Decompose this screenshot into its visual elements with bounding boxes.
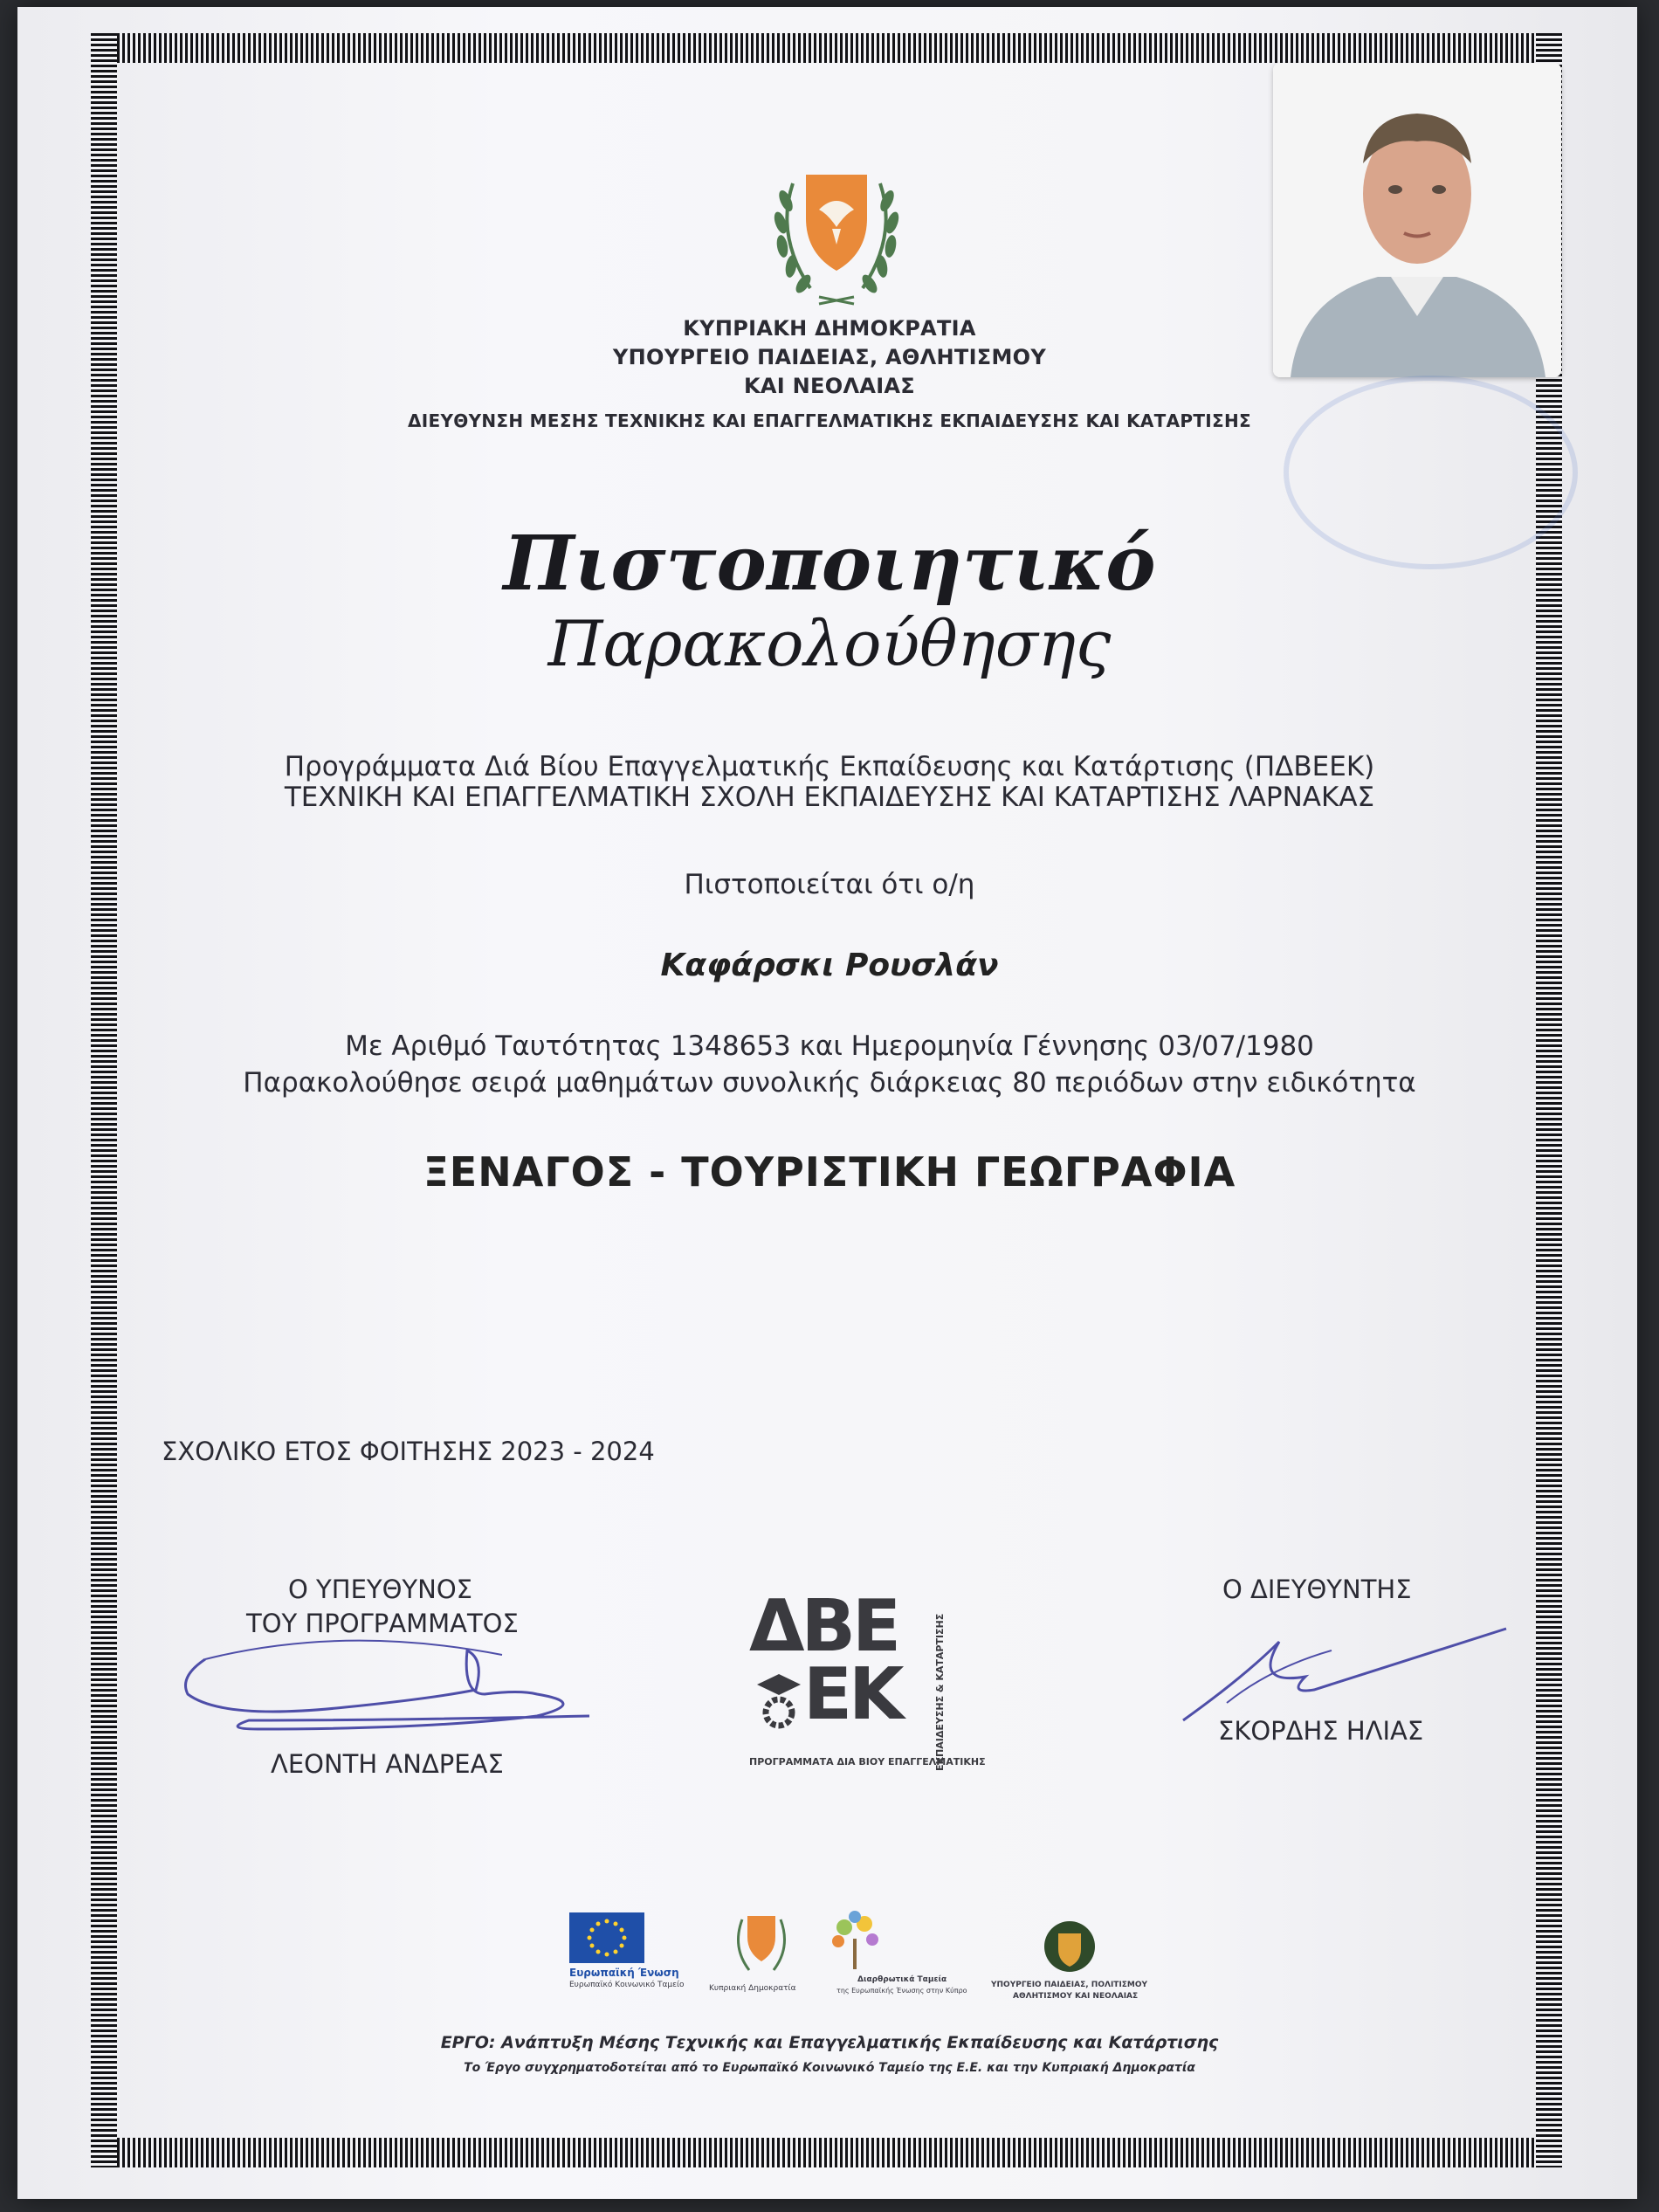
dbeek-logo-bottom: ΕΚ [803, 1653, 901, 1736]
eu-stars-icon [569, 1912, 644, 1963]
cyprus-small-crest-icon [726, 1912, 796, 1975]
ministry-logo-line1: ΥΠΟΥΡΓΕΙΟ ΠΑΙΔΕΙΑΣ, ΠΟΛΙΤΙΣΜΟΥ [991, 1981, 1148, 1989]
cyprus-crest-icon [758, 166, 915, 310]
ministry-emblem-icon [1039, 1918, 1100, 1975]
details-line2: Παρακολούθησε σειρά μαθημάτων συνολικής διάρκειας 80 περιόδων στην ειδικότητα [243, 1067, 1416, 1099]
recipient-name: Καφάρσκι Ρουσλάν [660, 948, 999, 983]
border-top [91, 33, 1562, 63]
footer-funding: Το Έργο συγχρηματοδοτείται από το Ευρωπαϊκό Κοινωνικό Ταμείο της Ε.Ε. και την Κυπριακή Δημοκρατία [464, 2061, 1195, 2075]
right-signatory-title: Ο ΔΙΕΥΘΥΝΤΗΣ [1222, 1575, 1412, 1604]
left-signatory-title-line1: Ο ΥΠΕΥΘΥΝΟΣ [288, 1575, 472, 1604]
footer-project: ΕΡΓΟ: Ανάπτυξη Μέσης Τεχνικής και Επαγγελματικής Εκπαίδευσης και Κατάρτισης [440, 2033, 1219, 2052]
portrait-icon [1273, 63, 1561, 377]
specialty: ΞΕΝΑΓΟΣ - ΤΟΥΡΙΣΤΙΚΗ ΓΕΩΓΡΑΦΙΑ [423, 1148, 1236, 1196]
cyprus-sub: Κυπριακή Δημοκρατία [709, 1984, 796, 1993]
school-year: ΣΧΟΛΙΚΟ ΕΤΟΣ ΦΟΙΤΗΣΗΣ 2023 - 2024 [162, 1437, 655, 1466]
border-bottom [91, 2138, 1562, 2167]
dbeek-vertical-text: ΕΚΠΑΙΔΕΥΣΗΣ & ΚΑΤΑΡΤΙΣΗΣ [934, 1613, 946, 1771]
dbeek-bottom-text: ΠΡΟΓΡΑΜΜΑΤΑ ΔΙΑ ΒΙΟΥ ΕΠΑΓΓΕΛΜΑΤΙΚΗΣ [749, 1756, 986, 1768]
eu-sub: Ευρωπαϊκό Κοινωνικό Ταμείο [569, 1981, 685, 1989]
dbeek-logo [749, 1585, 986, 1775]
title-line1: Πιστοποιητικό [503, 520, 1156, 608]
structural-funds-icon [823, 1908, 888, 1974]
right-signatory-name: ΣΚΟΡΔΗΣ ΗΛΙΑΣ [1218, 1716, 1424, 1746]
program-line1: Προγράμματα Διά Βίου Επαγγελματικής Εκπαίδευσης και Κατάρτισης (ΠΔΒΕΕΚ) [284, 751, 1375, 782]
ministry-logo-line2: ΑΘΛΗΤΙΣΜΟΥ ΚΑΙ ΝΕΟΛΑΙΑΣ [1013, 1992, 1139, 2001]
header-ministry-line2: ΚΑΙ ΝΕΟΛΑΙΑΣ [744, 374, 915, 398]
header-directorate: ΔΙΕΥΘΥΝΣΗ ΜΕΣΗΣ ΤΕΧΝΙΚΗΣ ΚΑΙ ΕΠΑΓΓΕΛΜΑΤΙΚΗΣ ΕΚΠΑΙΔΕΥΣΗΣ ΚΑΙ ΚΑΤΑΡΤΙΣΗΣ [408, 410, 1251, 431]
recipient-photo [1273, 63, 1561, 377]
fund-line2: της Ευρωπαϊκής Ένωσης στην Κύπρο [836, 1987, 967, 1995]
left-signatory-title-line2: ΤΟΥ ΠΡΟΓΡΑΜΜΑΤΟΣ [246, 1609, 519, 1638]
fund-line1: Διαρθρωτικά Ταμεία [857, 1975, 947, 1984]
left-signatory-name: ΛΕΟΝΤΗ ΑΝΔΡΕΑΣ [271, 1749, 504, 1779]
seal-stamp [1284, 376, 1578, 569]
eu-name: Ευρωπαϊκή Ένωση [569, 1967, 679, 1979]
details-line1: Με Αριθμό Ταυτότητας 1348653 και Ημερομηνία Γέννησης 03/07/1980 [345, 1030, 1314, 1062]
header-republic: ΚΥΠΡΙΑΚΗ ΔΗΜΟΚΡΑΤΙΑ [683, 316, 976, 341]
graduation-gear-icon [753, 1669, 805, 1730]
eu-flag [569, 1912, 644, 1963]
program-line2: ΤΕΧΝΙΚΗ ΚΑΙ ΕΠΑΓΓΕΛΜΑΤΙΚΗ ΣΧΟΛΗ ΕΚΠΑΙΔΕΥΣΗΣ ΚΑΙ ΚΑΤΑΡΤΙΣΗΣ ΛΑΡΝΑΚΑΣ [284, 782, 1375, 813]
dbeek-logo-top: ΔΒΕ [749, 1585, 898, 1668]
header-ministry-line1: ΥΠΟΥΡΓΕΙΟ ΠΑΙΔΕΙΑΣ, ΑΘΛΗΤΙΣΜΟΥ [612, 345, 1047, 369]
left-signature-icon [170, 1607, 607, 1747]
title-line2: Παρακολούθησης [547, 607, 1112, 680]
certifies-text: Πιστοποιείται ότι ο/η [684, 869, 975, 900]
